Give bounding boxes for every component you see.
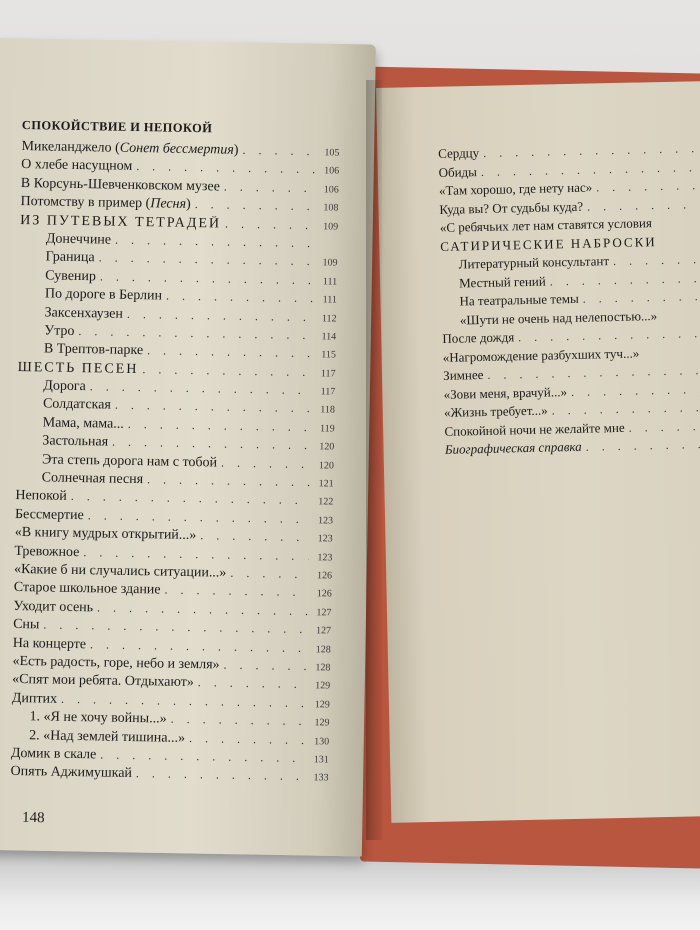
toc-entry: «Там хорошо, где нету нас» . . . bbox=[439, 177, 700, 201]
page-ref: 128 bbox=[315, 662, 331, 674]
toc-entry: В Трептов-парке . . . 115 bbox=[18, 341, 336, 365]
toc-entry: После дождя . . . bbox=[442, 325, 700, 349]
toc-entry: «В книгу мудрых открытий...» . . . 123 bbox=[15, 525, 333, 549]
page-ref: 108 bbox=[323, 202, 339, 214]
page-ref: 129 bbox=[314, 717, 330, 729]
toc-entry: Опять Аджимушкай . . . 133 bbox=[10, 764, 328, 788]
toc-entry: Спокойной ночи не желайте мне . . . bbox=[444, 417, 700, 441]
page-ref: 122 bbox=[318, 496, 334, 508]
toc-entry: Граница . . . 109 bbox=[19, 249, 337, 273]
toc-entry: Домик в скале . . . 131 bbox=[11, 746, 329, 770]
toc-entry: Заксенхаузен . . . 112 bbox=[18, 304, 336, 328]
toc-entry: Утро . . . 114 bbox=[18, 323, 336, 347]
page-ref: 109 bbox=[323, 220, 339, 233]
toc-entry: Биографическая справка . . . bbox=[445, 436, 700, 460]
page-ref: 121 bbox=[318, 478, 334, 490]
toc-entry: Обиды . . . bbox=[438, 159, 700, 183]
toc-entry: Уходит осень . . . 127 bbox=[13, 599, 331, 623]
toc-entry: «Жизнь требует...» . . . bbox=[444, 399, 700, 423]
toc-entry: Бессмертие . . . 123 bbox=[15, 507, 333, 531]
page-ref: 130 bbox=[314, 735, 330, 747]
toc-entry: Куда вы? От судьбы куда? . . . bbox=[439, 196, 700, 220]
toc-section: ИЗ ПУТЕВЫХ ТЕТРАДЕЙ . . . 109 bbox=[20, 213, 338, 237]
toc-entry: 2. «Над землей тишина...» . . . 130 bbox=[11, 727, 329, 751]
toc-entry: Солдатская . . . 118 bbox=[17, 396, 335, 420]
toc-entry: Мама, мама... . . . 119 bbox=[16, 415, 334, 439]
page-ref: 114 bbox=[321, 331, 337, 343]
page-ref: 120 bbox=[318, 459, 335, 472]
page-ref: 128 bbox=[315, 643, 331, 656]
toc-entry: О хлебе насущном . . . 106 bbox=[21, 157, 339, 181]
toc-section: ШЕСТЬ ПЕСЕН . . . 117 bbox=[17, 360, 335, 384]
toc-entry: На театральные темы . . . bbox=[441, 288, 700, 312]
page-ref: 127 bbox=[315, 625, 332, 637]
right-toc bbox=[438, 140, 700, 460]
toc-entry: Диптих . . . 129 bbox=[12, 691, 330, 715]
toc-entry: В Корсунь-Шевченковском музее . . . 106 bbox=[21, 176, 339, 200]
section-heading: СПОКОЙСТВИЕ И НЕПОКОЙ bbox=[21, 118, 213, 136]
toc-entry: Зимнее . . . bbox=[443, 362, 700, 386]
toc-entry: Литературный консультант . . . bbox=[441, 251, 700, 275]
page-ref: 106 bbox=[323, 184, 339, 196]
page-ref: 111 bbox=[322, 276, 338, 288]
toc-entry: Потомству в пример (Песня) . . . 108 bbox=[20, 194, 338, 218]
page-ref: 117 bbox=[320, 386, 336, 398]
page-number: 148 bbox=[21, 809, 45, 827]
book-gutter bbox=[366, 80, 382, 840]
toc-entry: «Зови меня, врачуй...» . . . bbox=[443, 380, 700, 404]
left-toc bbox=[10, 118, 340, 788]
toc-entry: Солнечная песня . . . 121 bbox=[16, 470, 334, 494]
page-ref: 123 bbox=[317, 515, 334, 527]
page-ref: 115 bbox=[321, 349, 337, 361]
page-ref: 111 bbox=[322, 294, 337, 306]
page-ref: 106 bbox=[324, 165, 340, 177]
page-ref: 120 bbox=[319, 441, 335, 453]
toc-entry: Эта степь дорога нам с тобой . . . 120 bbox=[16, 452, 334, 476]
toc-section: САТИРИЧЕСКИЕ НАБРОСКИ bbox=[440, 233, 657, 254]
page-ref: 129 bbox=[315, 680, 331, 692]
page-ref: 117 bbox=[320, 367, 336, 380]
toc-entry: Тревожное . . . 123 bbox=[14, 544, 332, 568]
toc-entry: Старое школьное здание . . . 126 bbox=[14, 580, 332, 604]
toc-entry: «Шути не очень над нелепостью...» bbox=[459, 307, 658, 328]
page-ref: 118 bbox=[320, 404, 336, 416]
page-ref: 131 bbox=[313, 754, 329, 766]
toc-entry: Донеччине . . . bbox=[20, 231, 338, 255]
page-ref: 105 bbox=[324, 147, 340, 159]
page-ref: 123 bbox=[317, 551, 333, 564]
toc-entry: На концерте . . . 128 bbox=[13, 635, 331, 659]
page-ref: 126 bbox=[316, 570, 333, 582]
page-ref: 126 bbox=[316, 588, 332, 600]
toc-entry: «Нагромождение разбухших туч...» bbox=[442, 344, 640, 365]
toc-entry: Дорога . . . 117 bbox=[17, 378, 335, 402]
toc-entry: «Спят мои ребята. Отдыхают» . . . 129 bbox=[12, 672, 330, 696]
page-ref: 129 bbox=[314, 698, 330, 711]
page-ref: 109 bbox=[322, 257, 338, 269]
toc-entry: Сны . . . 127 bbox=[13, 617, 331, 641]
toc-entry: «С ребячьих лет нам ставятся условия bbox=[439, 215, 652, 235]
toc-entry: Застольная . . . 120 bbox=[16, 433, 334, 457]
page-ref: 119 bbox=[319, 423, 335, 435]
toc-entry: Сувенир . . . 111 bbox=[19, 268, 337, 292]
toc-entry: 1. «Я не хочу войны...» . . . 129 bbox=[11, 709, 329, 733]
toc-entry: Местный гений . . . bbox=[441, 270, 700, 294]
page-ref: 133 bbox=[313, 772, 329, 784]
page-ref: 127 bbox=[316, 606, 332, 619]
toc-entry: Сердцу . . . bbox=[438, 140, 700, 164]
page-ref: 112 bbox=[321, 312, 337, 325]
page-ref: 123 bbox=[317, 533, 333, 545]
toc-entry: Непокой . . . 122 bbox=[15, 488, 333, 512]
toc-entry: «Какие б ни случались ситуации...» . . . 126 bbox=[14, 562, 332, 586]
toc-entry: Микеланджело (Сонет бессмертия) . . . 105 bbox=[21, 139, 339, 163]
toc-entry: По дороге в Берлин . . . 111 bbox=[19, 286, 337, 310]
toc-entry: «Есть радость, горе, небо и земля» . . . 128 bbox=[12, 654, 330, 678]
